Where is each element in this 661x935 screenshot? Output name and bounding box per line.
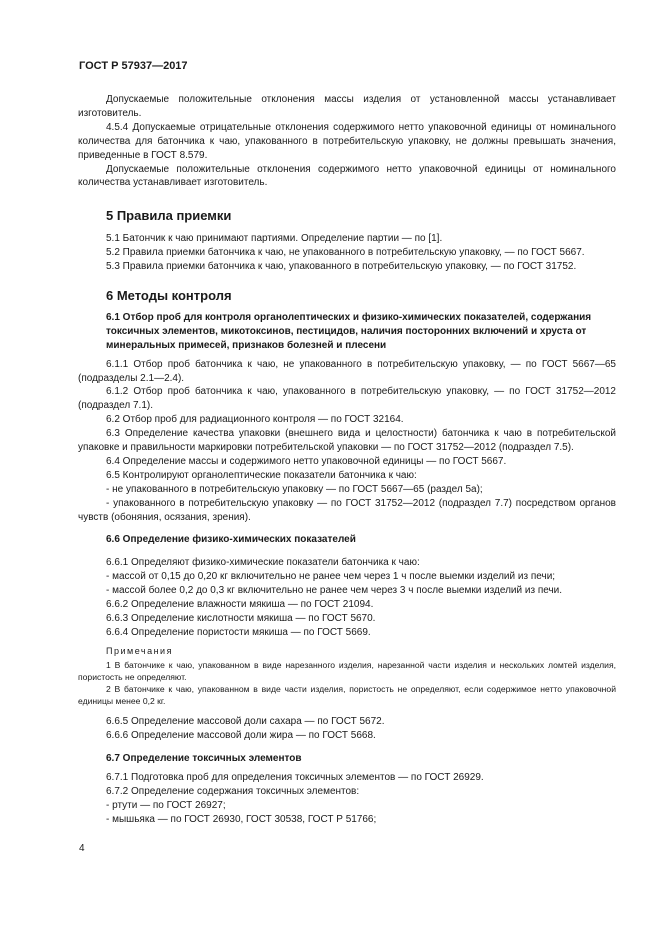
subsection-heading-6-7: 6.7 Определение токсичных элементов [106, 752, 302, 764]
clause-6-1-2: 6.1.2 Отбор проб батончика к чаю, упакованного в потребительскую упаковку, — по ГОСТ 31752—2012 (подраздел 7.1). [78, 386, 616, 412]
clause-6-1-1: 6.1.1 Отбор проб батончика к чаю, не упакованного в потребительскую упаковку, — по ГОСТ 5667—65 (подразделы 2.1—2.4). [78, 358, 616, 384]
notes-title: Примечания [106, 645, 173, 656]
document-header: ГОСТ Р 57937—2017 [79, 60, 188, 72]
list-item: - ртути — по ГОСТ 26927; [106, 800, 226, 812]
clause-5-3: 5.3 Правила приемки батончика к чаю, упакованного в потребительскую упаковку, — по ГОСТ 31752. [106, 261, 577, 273]
clause-6-4: 6.4 Определение массы и содержимого нетто упаковочной единицы — по ГОСТ 5667. [106, 455, 507, 467]
note-2: 2 В батончике к чаю, упакованном в виде части изделия, пористость не определяют, если содержимое нетто упаковочной единицы менее 0,2 кг. [78, 683, 616, 706]
note-1: 1 В батончике к чаю, упакованном в виде нарезанного изделия, нарезанной части изделия и нескольких ломтей изделия, пористость не определяют. [78, 659, 616, 682]
list-item: - массой более 0,2 до 0,3 кг включительно не ранее чем через 3 ч после выемки изделий из печи. [106, 585, 563, 597]
clause-6-6-3: 6.6.3 Определение кислотности мякиша — по ГОСТ 5670. [106, 613, 376, 624]
clause-6-6-1: 6.6.1 Определяют физико-химические показатели батончика к чаю: [106, 557, 420, 569]
paragraph: Допускаемые положительные отклонения массы изделия от установленной массы устанавливает изготовитель. [78, 94, 616, 119]
clause-6-6-5: 6.6.5 Определение массовой доли сахара — по ГОСТ 5672. [106, 715, 385, 727]
clause-5-1: 5.1 Батончик к чаю принимают партиями. Определение партии — по [1]. [106, 233, 443, 245]
clause-6-3: 6.3 Определение качества упаковки (внешнего вида и целостности) батончика к чаю в потребительской упаковке и правильности маркировки потребительской упаковки — по ГОСТ 31752—2012 (подраздел 7.5). [78, 428, 616, 454]
subsection-heading-6-6: 6.6 Определение физико-химических показателей [106, 534, 356, 546]
clause-6-2: 6.2 Отбор проб для радиационного контроля — по ГОСТ 32164. [106, 414, 404, 426]
list-item: - упакованного в потребительскую упаковку — по ГОСТ 31752—2012 (подраздел 7.7) посредством органов чувств (обоняния, осязания, зрения). [78, 497, 616, 523]
clause-4-5-4: 4.5.4 Допускаемые отрицательные отклонения содержимого нетто упаковочной единицы от номинального количества для батончика к чаю, упакованного в потребительскую упаковку, не должны превышать значения, приведенные в ГОСТ 8.579. [78, 121, 616, 161]
page-number: 4 [79, 843, 85, 854]
clause-6-7-1: 6.7.1 Подготовка проб для определения токсичных элементов — по ГОСТ 26929. [106, 772, 484, 784]
page-content [78, 93, 616, 827]
clause-6-7-2: 6.7.2 Определение содержания токсичных элементов: [106, 786, 360, 798]
clause-6-6-6: 6.6.6 Определение массовой доли жира — по ГОСТ 5668. [106, 729, 376, 741]
clause-5-2: 5.2 Правила приемки батончика к чаю, не упакованного в потребительскую упаковку, — по ГОСТ 5667. [106, 247, 585, 259]
subsection-heading-6-1: 6.1 Отбор проб для контроля органолептических и физико-химических показателей, содержания токсичных элементов, микотоксинов, пестицидов, наличия посторонних включений и хруста от минеральных примесей, признаков болезней и плесени [106, 311, 592, 351]
list-item: - массой от 0,15 до 0,20 кг включительно не ранее чем через 1 ч после выемки изделий из печи; [106, 571, 556, 583]
clause-6-5: 6.5 Контролируют органолептические показатели батончика к чаю: [106, 469, 417, 481]
list-item: - не упакованного в потребительскую упаковку — по ГОСТ 5667—65 (раздел 5а); [106, 483, 483, 495]
paragraph: Допускаемые положительные отклонения содержимого нетто упаковочной единицы от номинального количества устанавливает изготовитель. [78, 163, 616, 189]
clause-6-6-2: 6.6.2 Определение влажности мякиша — по ГОСТ 21094. [106, 599, 374, 611]
section-heading-6: 6 Методы контроля [106, 287, 232, 303]
clause-6-6-4: 6.6.4 Определение пористости мякиша — по ГОСТ 5669. [106, 626, 371, 638]
list-item: - мышьяка — по ГОСТ 26930, ГОСТ 30538, ГОСТ Р 51766; [106, 814, 377, 826]
section-heading-5: 5 Правила приемки [106, 208, 232, 224]
